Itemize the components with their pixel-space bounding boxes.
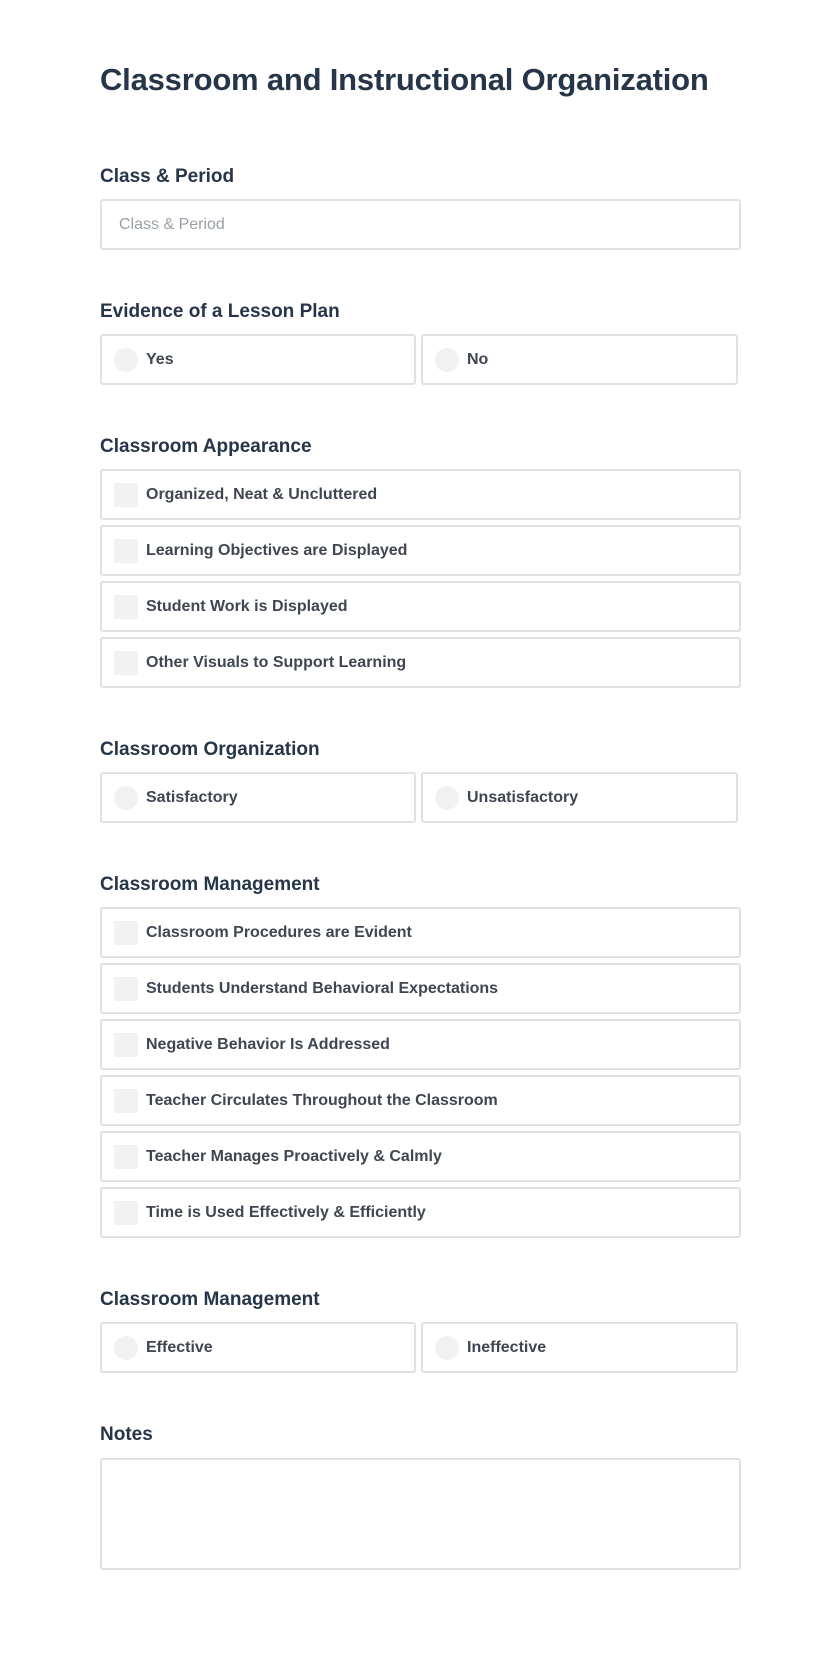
management-option-negative-behavior[interactable] [100, 1019, 741, 1070]
checkbox[interactable] [114, 1033, 138, 1057]
page-title: Classroom and Instructional Organization [100, 62, 709, 97]
classroom-management-label: Classroom Management [100, 874, 320, 895]
appearance-option-organized[interactable] [100, 469, 741, 520]
option-label: Students Understand Behavioral Expectations [146, 979, 499, 997]
management-option-procedures[interactable] [100, 907, 741, 958]
checkbox[interactable] [114, 921, 138, 945]
lesson-plan-no-option[interactable] [421, 334, 738, 385]
notes-textarea[interactable] [100, 1458, 741, 1570]
management-option-time[interactable] [100, 1187, 741, 1238]
option-label: Student Work is Displayed [146, 597, 348, 615]
lesson-plan-label: Evidence of a Lesson Plan [100, 301, 340, 322]
option-label: Unsatisfactory [467, 788, 579, 806]
management-ineffective-option[interactable] [421, 1322, 738, 1373]
appearance-option-objectives[interactable] [100, 525, 741, 576]
radio-button[interactable] [435, 1336, 459, 1360]
option-label: Teacher Manages Proactively & Calmly [146, 1147, 442, 1165]
organization-satisfactory-option[interactable] [100, 772, 416, 823]
appearance-option-other-visuals[interactable] [100, 637, 741, 688]
class-period-label: Class & Period [100, 166, 235, 187]
option-label: Effective [146, 1338, 213, 1356]
checkbox[interactable] [114, 651, 138, 675]
option-label: Learning Objectives are Displayed [146, 541, 408, 559]
organization-unsatisfactory-option[interactable] [421, 772, 738, 823]
option-label: Classroom Procedures are Evident [146, 923, 412, 941]
classroom-appearance-label: Classroom Appearance [100, 436, 312, 457]
checkbox[interactable] [114, 539, 138, 563]
class-period-input[interactable] [100, 199, 741, 250]
checkbox[interactable] [114, 1145, 138, 1169]
checkbox[interactable] [114, 595, 138, 619]
option-label: No [467, 350, 489, 368]
lesson-plan-yes-option[interactable] [100, 334, 416, 385]
management-effective-option[interactable] [100, 1322, 416, 1373]
checkbox[interactable] [114, 1089, 138, 1113]
management-option-proactive[interactable] [100, 1131, 741, 1182]
notes-label: Notes [100, 1424, 153, 1445]
radio-button[interactable] [114, 786, 138, 810]
radio-button[interactable] [435, 348, 459, 372]
option-label: Satisfactory [146, 788, 238, 806]
option-label: Teacher Circulates Throughout the Classroom [146, 1091, 498, 1109]
radio-button[interactable] [435, 786, 459, 810]
checkbox[interactable] [114, 977, 138, 1001]
checkbox[interactable] [114, 1201, 138, 1225]
checkbox[interactable] [114, 483, 138, 507]
option-label: Ineffective [467, 1338, 547, 1356]
radio-button[interactable] [114, 348, 138, 372]
option-label: Yes [146, 350, 174, 368]
option-label: Other Visuals to Support Learning [146, 653, 407, 671]
radio-button[interactable] [114, 1336, 138, 1360]
option-label: Time is Used Effectively & Efficiently [146, 1203, 426, 1221]
option-label: Organized, Neat & Uncluttered [146, 485, 378, 503]
classroom-management-rating-label: Classroom Management [100, 1289, 320, 1310]
classroom-organization-label: Classroom Organization [100, 739, 320, 760]
appearance-option-student-work[interactable] [100, 581, 741, 632]
option-label: Negative Behavior Is Addressed [146, 1035, 390, 1053]
management-option-circulates[interactable] [100, 1075, 741, 1126]
management-option-expectations[interactable] [100, 963, 741, 1014]
